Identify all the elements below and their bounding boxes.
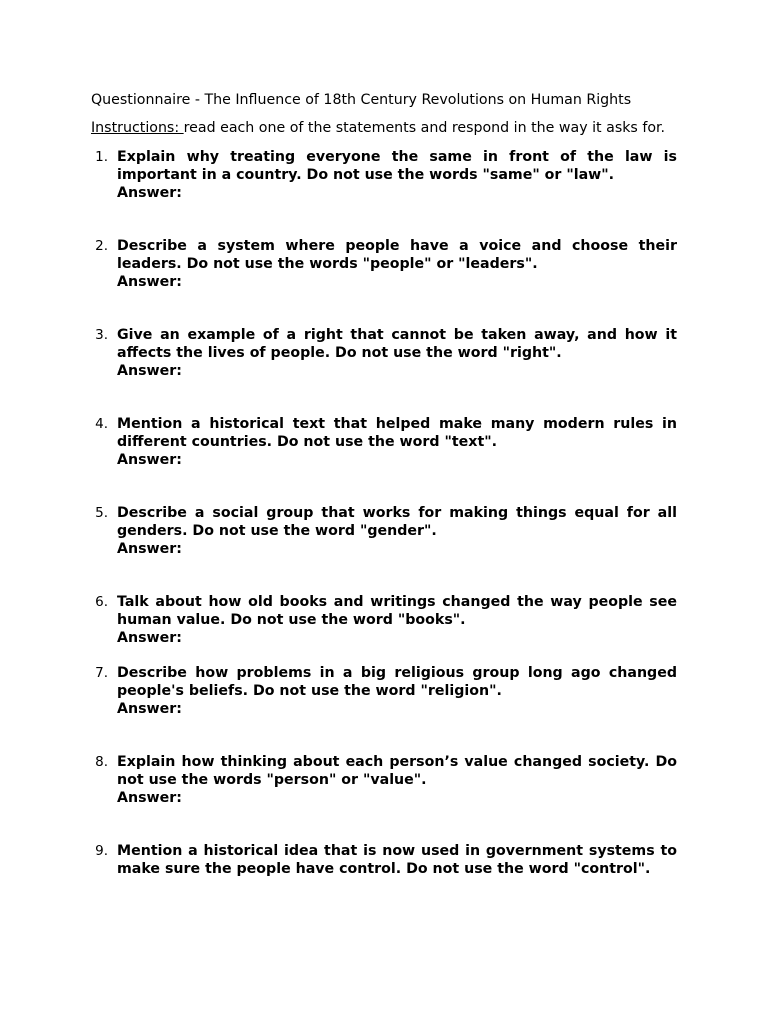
question-item [91,504,677,558]
answer-label: Answer: [117,452,182,468]
question-item [91,664,677,718]
question-number: 6. [95,594,108,610]
question-item [91,415,677,469]
answer-label: Answer: [117,363,182,379]
question-text: Talk about how old books and writings changed the way people see human value. Do not use the word "books". [117,594,677,628]
question-item [91,148,677,202]
instructions [91,119,677,137]
question-text: Describe how problems in a big religious group long ago changed people's beliefs. Do not use the word "religion". [117,665,677,699]
question-text: Mention a historical idea that is now used in government systems to make sure the people have control. Do not use the word "control". [117,843,677,877]
question-item [91,326,677,380]
question-number: 5. [95,505,108,521]
instructions-text: read each one of the statements and respond in the way it asks for. [183,120,666,136]
question-text: Describe a social group that works for making things equal for all genders. Do not use the word "gender". [117,505,677,539]
answer-label: Answer: [117,630,182,646]
question-number: 8. [95,754,108,770]
question-number: 4. [95,416,108,432]
question-item [91,593,677,647]
page-title: Questionnaire - The Influence of 18th Century Revolutions on Human Rights [91,92,632,108]
question-text: Mention a historical text that helped make many modern rules in different countries. Do not use the word "text". [117,416,677,450]
question-number: 2. [95,238,108,254]
question-list [91,148,677,878]
answer-label: Answer: [117,541,182,557]
question-number: 7. [95,665,108,681]
answer-label: Answer: [117,274,182,290]
question-text: Explain why treating everyone the same in front of the law is important in a country. Do not use the words "same" or "law". [117,149,677,183]
question-item [91,237,677,291]
question-number: 1. [95,149,108,165]
question-text: Explain how thinking about each person’s value changed society. Do not use the words "person" or "value". [117,754,677,788]
questionnaire-page [91,91,677,878]
question-text: Describe a system where people have a voice and choose their leaders. Do not use the words "people" or "leaders". [117,238,677,272]
question-text: Give an example of a right that cannot be taken away, and how it affects the lives of people. Do not use the word "right". [117,327,677,361]
answer-label: Answer: [117,701,182,717]
answer-label: Answer: [117,185,182,201]
answer-label: Answer: [117,790,182,806]
question-number: 9. [95,843,108,859]
question-item [91,753,677,807]
question-number: 3. [95,327,108,343]
question-item [91,842,677,878]
instructions-label: Instructions: [91,120,184,136]
